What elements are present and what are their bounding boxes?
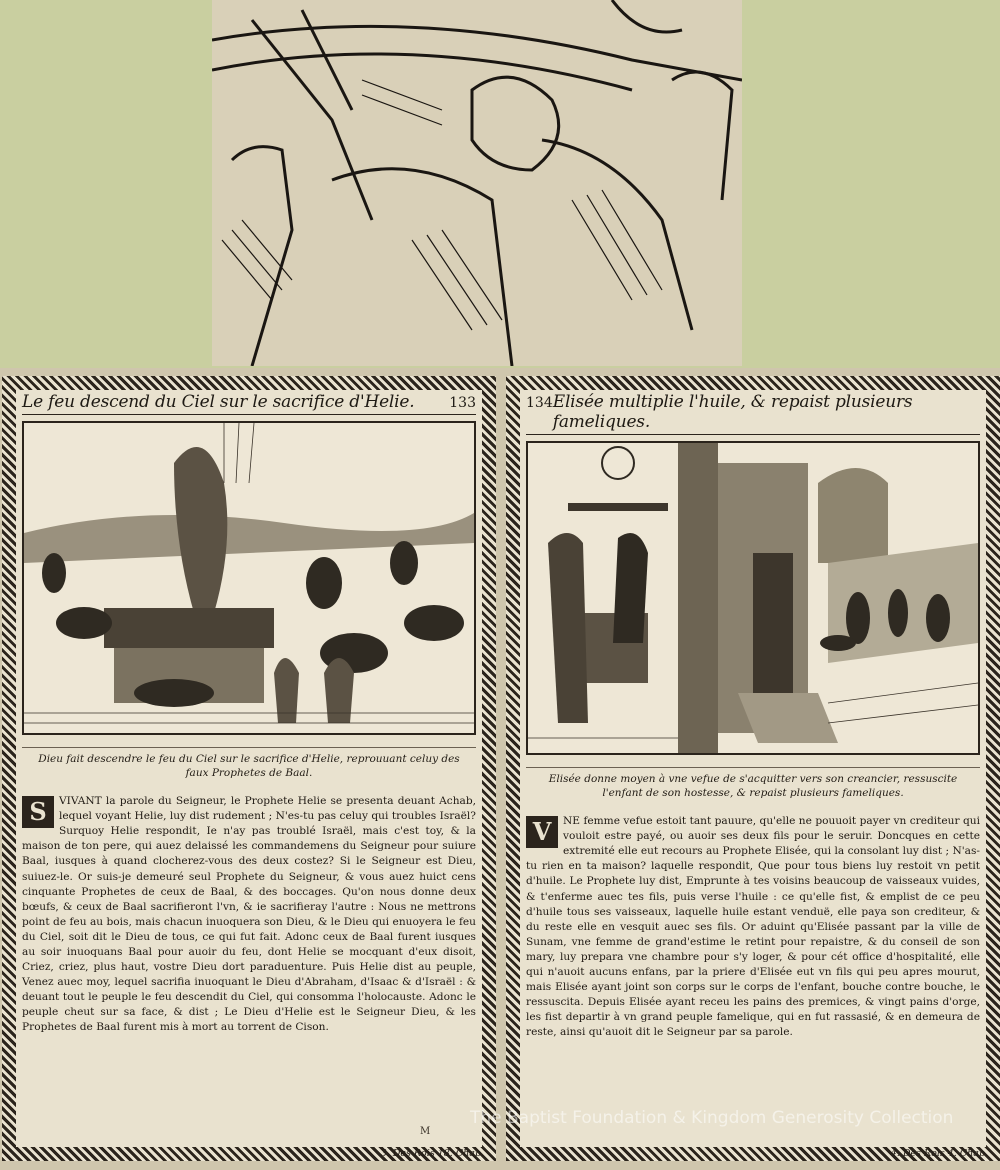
right-page-number: 134	[526, 395, 553, 411]
left-page-body	[22, 794, 476, 1035]
left-page	[2, 376, 496, 1161]
watermark: The Baptist Foundation & Kingdom Generosity Collection	[470, 1108, 954, 1128]
left-page-header	[22, 392, 476, 415]
left-page-reference: 3. Des Rois 18. Chap.	[380, 1148, 484, 1159]
left-page-title: Le feu descend du Ciel sur le sacrifice d'Helie.	[22, 392, 415, 412]
woodcut-detail-image	[212, 0, 742, 366]
left-page-caption: Dieu fait descendre le feu du Ciel sur le sacrifice d'Helie, reprouuant celuy des faux Prophetes de Baal.	[22, 747, 476, 784]
right-page-text: NE femme vefue estoit tant pauure, qu'elle ne pouuoit payer vn crediteur qui vouloit estre payé, ou auoir ses deux fils pour le seruir. Doncques en cette extremité elle eut recours au Prophete Elisée, qui la consolant luy dist ; N'as-tu rien en ta maison? laquelle respondit, Que pour tous biens luy restoit vn petit d'huile. Le Prophete luy dist, Emprunte à tes voisins beaucoup de vaisseaux vuides, & t'enferme auec tes fils, puis verse l'huile : ce qu'elle fist, & emplist de ce peu d'huile tous ses vaisseaux, laquelle huile estant venduë, elle paya son crediteur, & du reste elle en vesquit auec ses fils. Or aduint qu'Elisée passant par la ville de Sunam, vne femme de grand'estime le retint pour repaistre, & du conseil de son mary, luy prepara vne chambre pour s'y loger, & pour cét office d'hospitalité, elle qui n'auoit aucuns enfans, par la priere d'Elisée eut vn fils qui peu apres mourut, mais Elisée ayant joint son corps sur le corps de l'enfant, bouche contre bouche, le ressuscita. Depuis Elisée ayant receu les pains des premices, & vingt pains d'orge, les fist departir à vn grand peuple famelique, qui en fut rassasié, & en demeura de reste, ainsi qu'auoit dit le Seigneur par sa parole.	[526, 815, 980, 1038]
book-spread	[0, 368, 1000, 1170]
left-page-text: VIVANT la parole du Seigneur, le Prophete Helie se presenta deuant Achab, lequel voyant Helie, luy dist rudement ; N'es-tu pas celuy qui troubles Israël? Surquoy Helie respondit, Ie n'ay pas troublé Israël, mais c'est toy, & la maison de ton pere, qui auez delaissé les commandemens du Seigneur pour suiure Baal, iusques à quand clocherez-vous des deux costez? Si le Seigneur est Dieu, suiuez-le. Or suis-je demeuré seul Prophete du Seigneur, & vous auez huict cens cinquante Prophetes de ceux de Baal, & des boccages. Qu'on nous donne deux bœufs, & ceux de Baal sacrifieront l'vn, & ie sacrifieray l'autre : Nous ne mettrons point de feu au bois, mais chacun inuoquera son Dieu, & le Dieu qui enuoyera le feu du Ciel, soit dit le Dieu de tous, ce qui fut fait. Adonc ceux de Baal furent iusques au soir inuoquans Baal pour auoir du feu, dont Helie se mocquant d'eux disoit, Criez, criez, plus haut, vostre Dieu dort paraduenture. Puis Helie dist au peuple, Venez auec moy, lequel sacrifia inuoquant le Dieu d'Abraham, d'Isaac & d'Israël : & deuant tout le peuple le feu descendit du Ciel, qui consomma l'holocauste. Adonc le peuple cheut sur sa face, & dist ; Le Dieu d'Helie est le Seigneur Dieu, & les Prophetes de Baal furent mis à mort au torrent de Cison.	[22, 795, 476, 1033]
signature-mark: M	[420, 1126, 431, 1137]
right-page-reference: 4. Des Rois 4. Chap.	[890, 1148, 988, 1159]
elisha-oil-woodcut	[526, 441, 980, 755]
right-page-caption: Elisée donne moyen à vne vefue de s'acquitter vers son creancier, ressuscite l'enfant de son hostesse, & repaist plusieurs fameliques.	[526, 767, 980, 804]
right-page-body	[526, 814, 980, 1039]
right-page-title: Elisée multiplie l'huile, & repaist plusieurs fameliques.	[552, 392, 913, 432]
right-page-header	[526, 392, 980, 435]
drop-cap: V	[526, 816, 558, 848]
right-page	[506, 376, 1000, 1161]
elijah-sacrifice-woodcut	[22, 421, 476, 735]
left-page-number: 133	[449, 395, 476, 411]
drop-cap: S	[22, 796, 54, 828]
